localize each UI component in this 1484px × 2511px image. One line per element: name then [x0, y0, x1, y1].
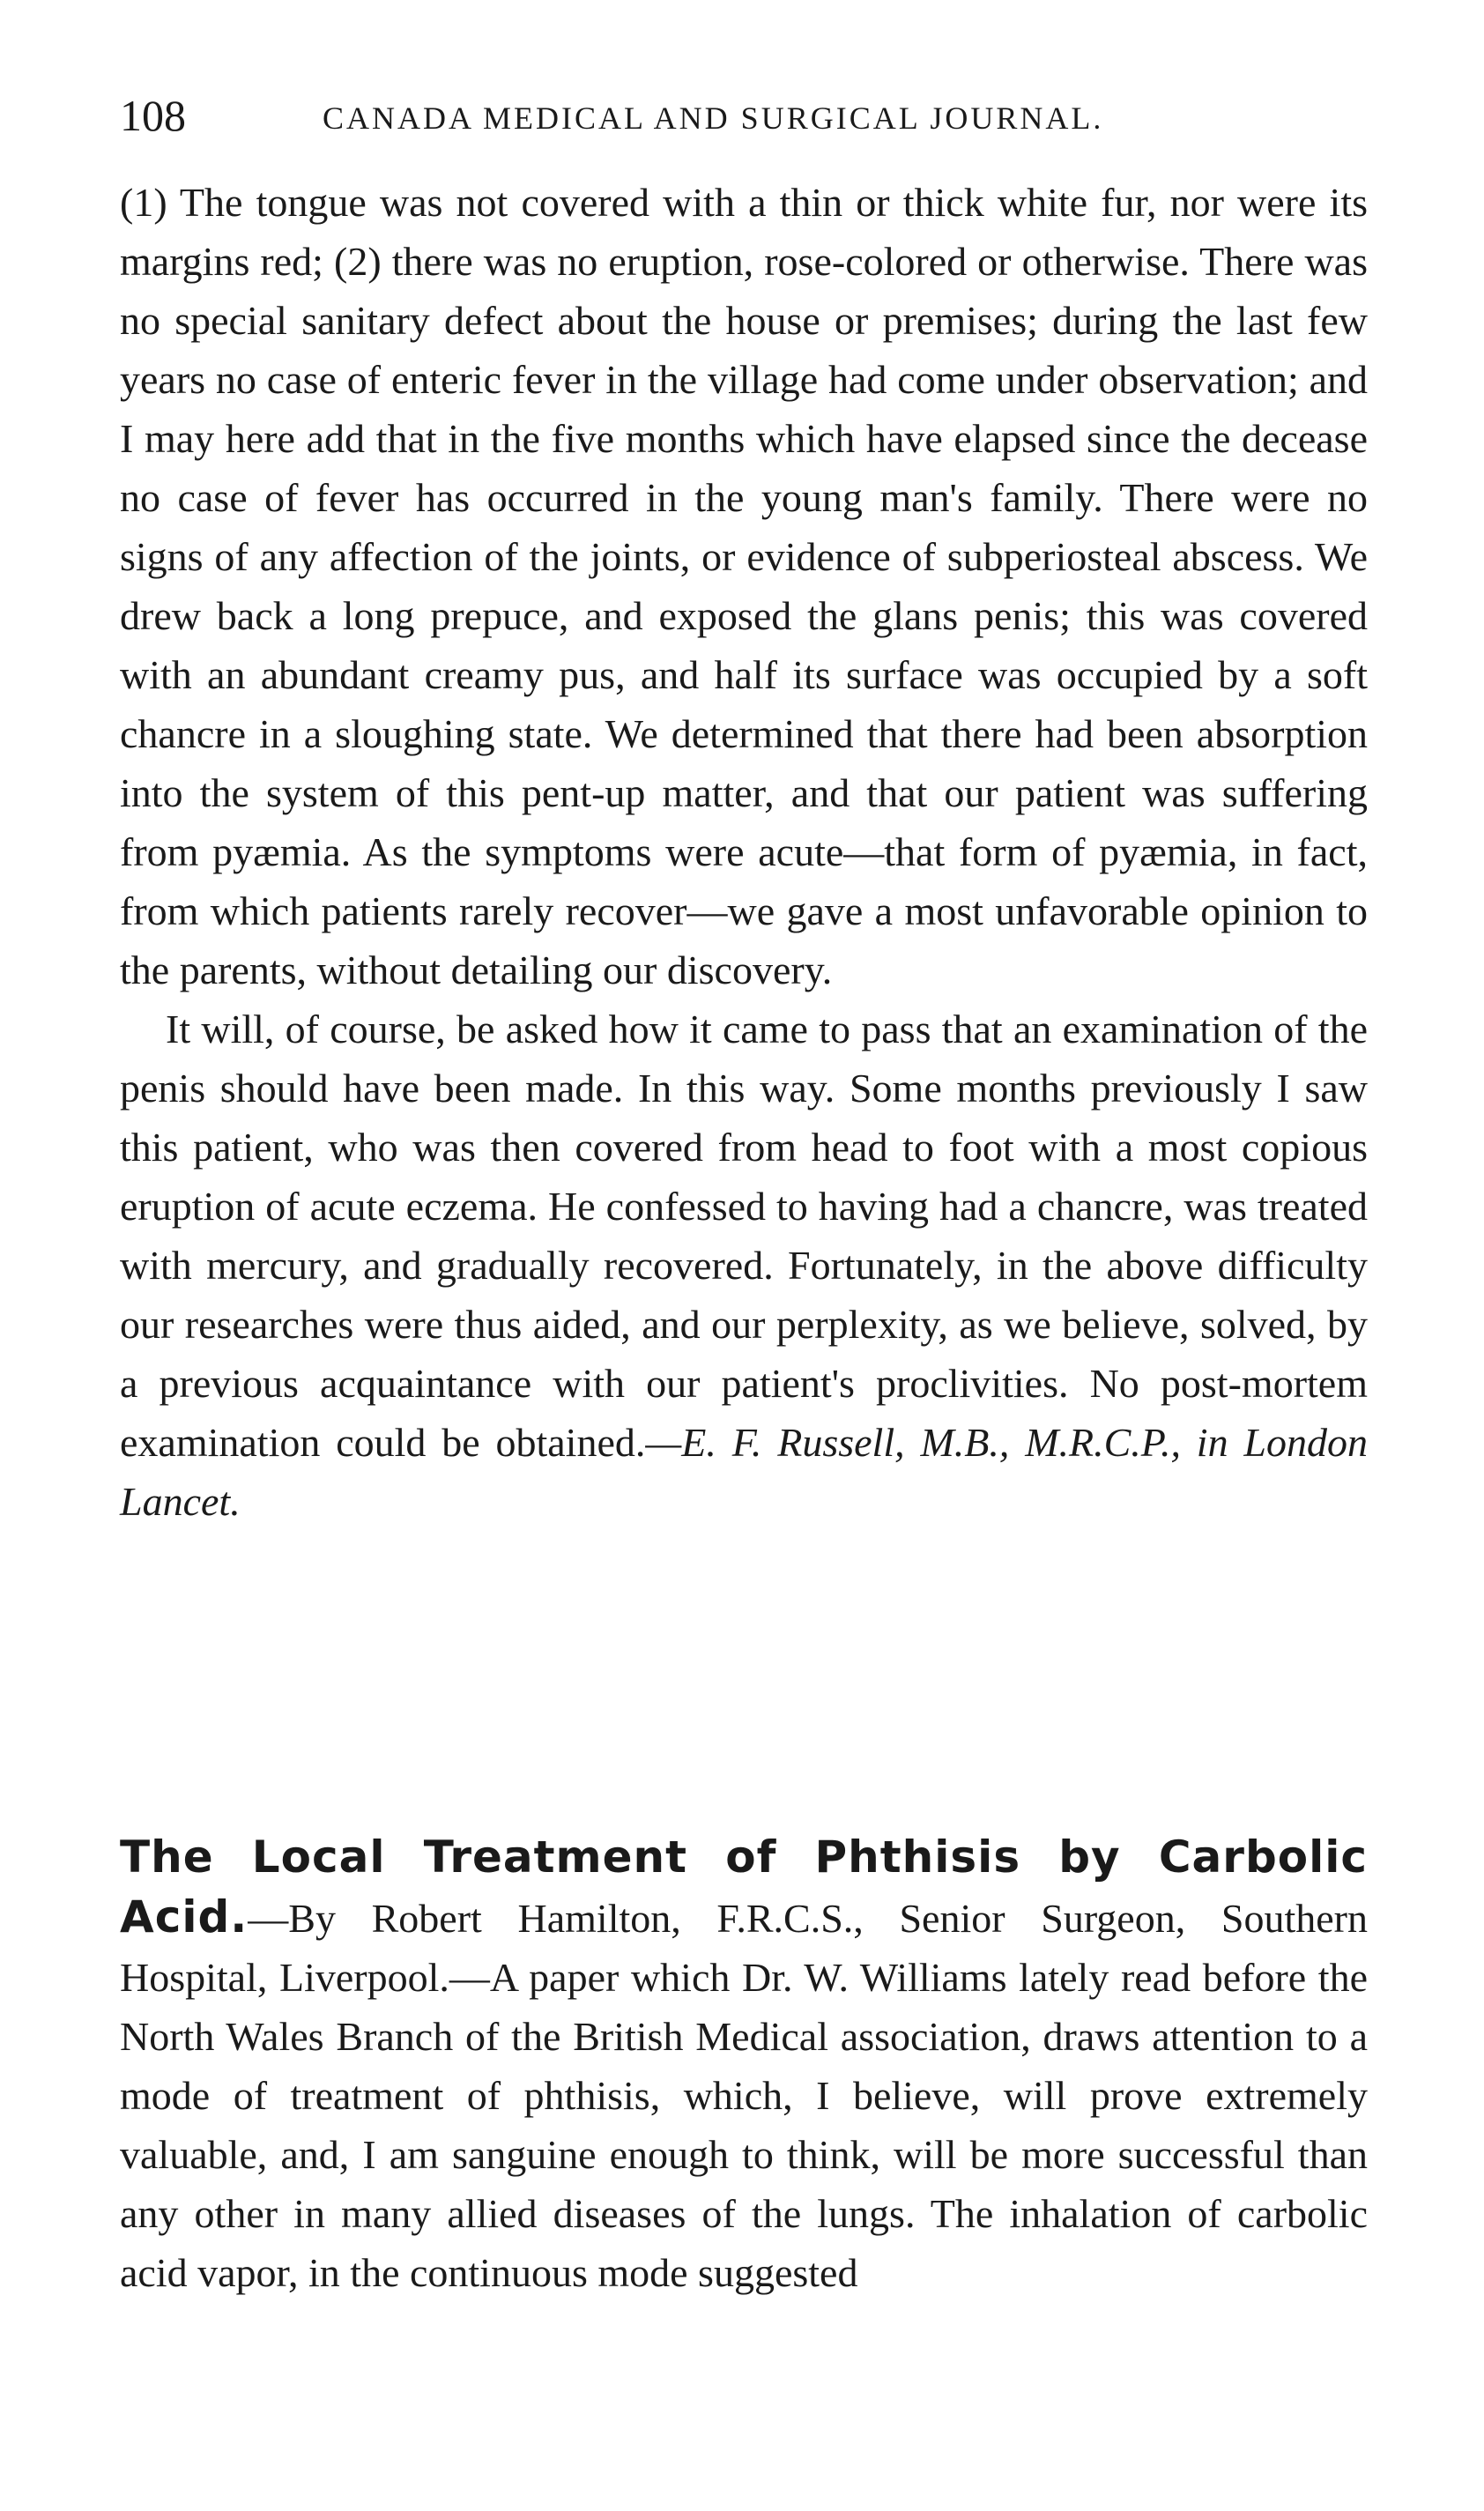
running-title: CANADA MEDICAL AND SURGICAL JOURNAL. — [323, 100, 1104, 136]
article-body — [120, 173, 1368, 1531]
paragraph-examination-text: It will, of course, be asked how it came to pass that an examination of the penis should have been made. In this way. Some months previously I saw this patient, who was then covered from head to foot with a most copious eruption of acute eczema. He confessed to having had a chancre, was treated with mercury, and gradually recovered. Fortunately, in the above difficulty our researches were thus aided, and our perplexity, as we believe, solved, by a previous acquaintance with our patient's proclivities. No post-mortem examination could be obtained. — [120, 1007, 1368, 1465]
page-header — [120, 85, 1354, 146]
author-signature: —E. F. Russell, M.B., M.R.C.P., in London Lancet. — [120, 1420, 1368, 1524]
paragraph-examination-explanation — [120, 999, 1368, 1531]
section-paragraph — [120, 1828, 1368, 2302]
page-number: 108 — [120, 91, 186, 140]
section-phthisis — [120, 1828, 1368, 2302]
paragraph-case-findings: (1) The tongue was not covered with a thin or thick white fur, nor were its margins red; (2) there was no eruption, rose-colored or otherwise. There was no special sanitary defect about the house or premises; during the last few years no case of enteric fever in the village had come under observation; and I may here add that in the five months which have elapsed since the decease no case of fever has occurred in the young man's family. There were no signs of any affection of the joints, or evidence of subperiosteal abscess. We drew back a long prepuce, and exposed the glans penis; this was covered with an abundant creamy pus, and half its surface was occupied by a soft chancre in a sloughing state. We determined that there had been absorption into the system of this pent-up matter, and that our patient was suffering from pyæmia. As the symptoms were acute—that form of pyæmia, in fact, from which patients rarely recover—we gave a most unfavorable opinion to the parents, without detailing our discovery. — [120, 180, 1368, 992]
section-title: The Local Treatment of Phthisis by Carbolic Acid. — [120, 1831, 1368, 1943]
section-text: —By Robert Hamilton, F.R.C.S., Senior Surgeon, Southern Hospital, Liverpool.—A paper which Dr. W. Williams lately read before the North Wales Branch of the British Medical association, draws attention to a mode of treatment of phthisis, which, I believe, will prove extremely valuable, and, I am sanguine enough to think, will be more successful than any other in many allied diseases of the lungs. The inhalation of carbolic acid vapor, in the continuous mode suggested — [120, 1896, 1368, 2295]
